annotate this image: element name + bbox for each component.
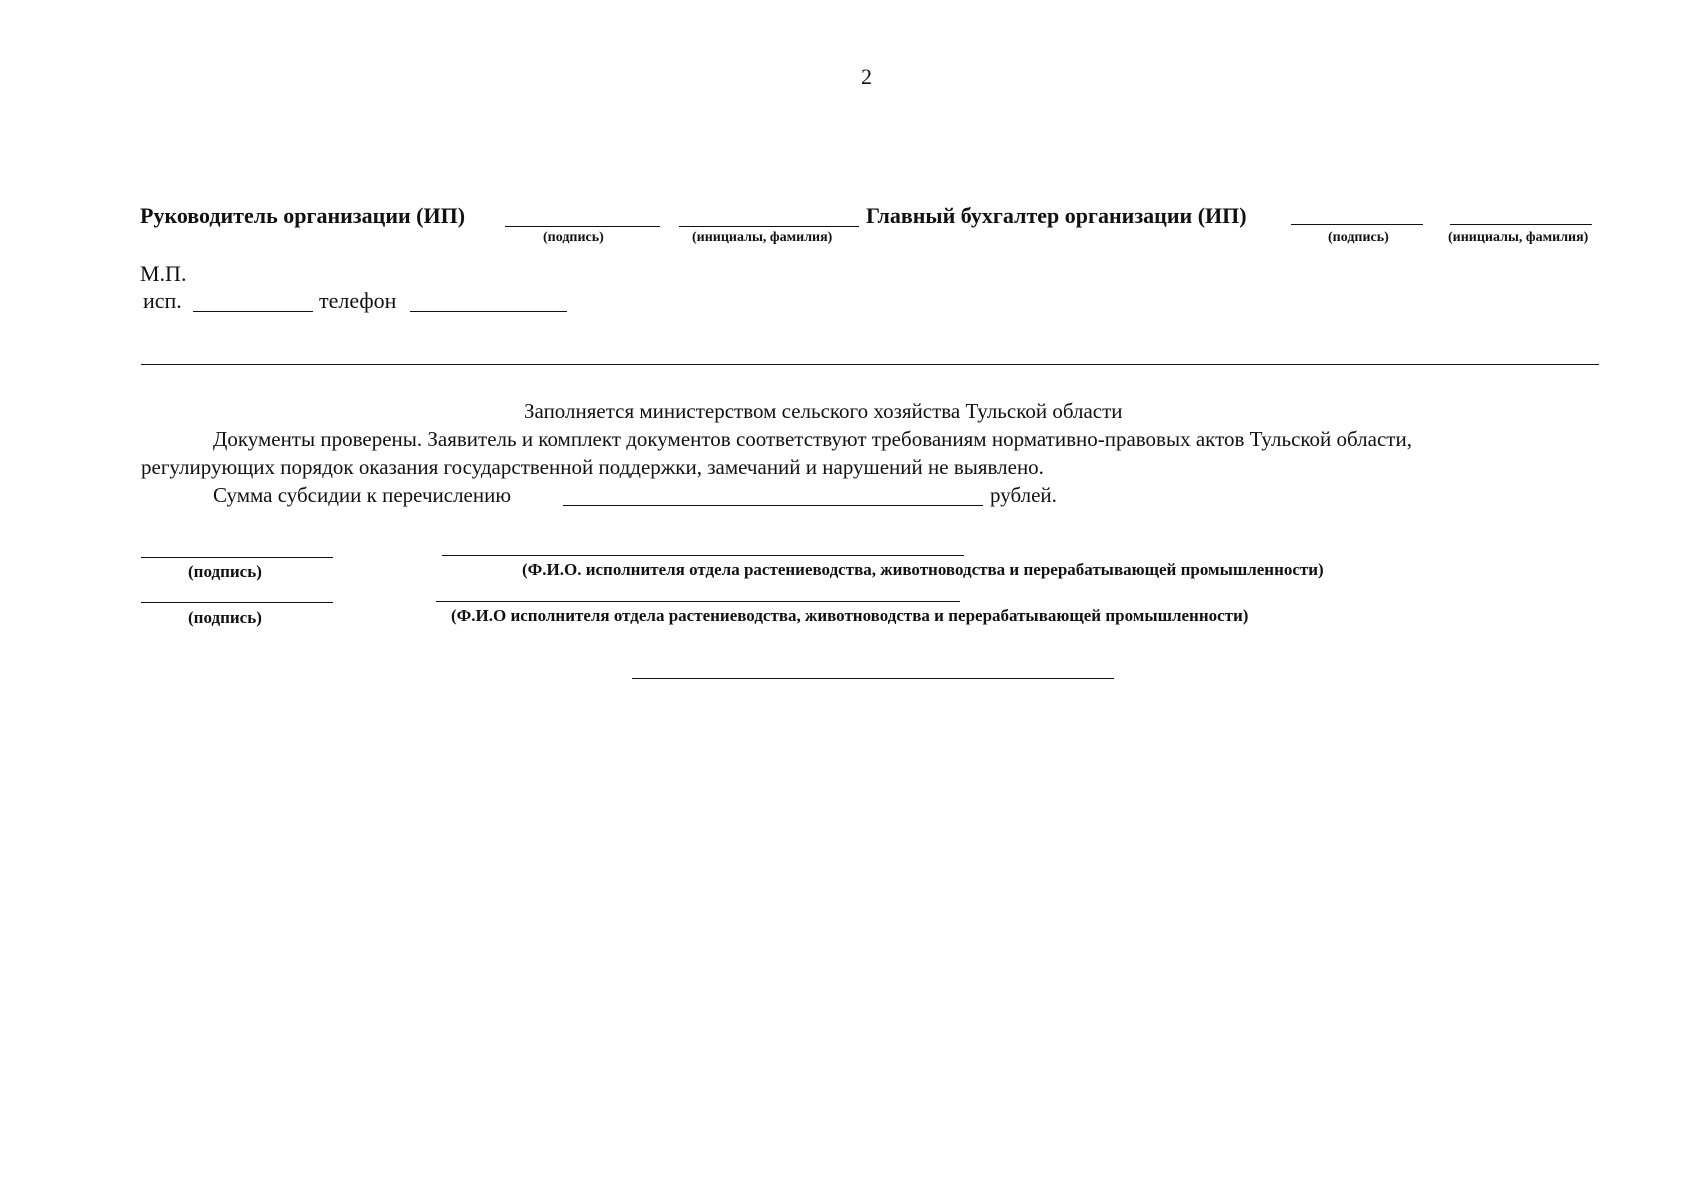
accountant-signature-line[interactable] — [1291, 224, 1423, 225]
ministry-paragraph-line2: регулирующих порядок оказания государственной поддержки, замечаний и нарушений не выявлено. — [141, 455, 1044, 479]
ministry-heading: Заполняется министерством сельского хозяйства Тульской области — [524, 399, 1123, 423]
stamp-mp: М.П. — [140, 261, 187, 286]
head-name-line[interactable] — [679, 226, 859, 227]
head-label: Руководитель организации (ИП) — [140, 203, 466, 228]
head-sign-caption: (подпись) — [543, 230, 604, 245]
accountant-label: Главный бухгалтер организации (ИП) — [866, 203, 1247, 228]
head-signature-line[interactable] — [505, 226, 660, 227]
page-number: 2 — [861, 64, 872, 89]
phone-label: телефон — [319, 288, 397, 313]
closing-line — [632, 678, 1114, 679]
subsidy-amount-line[interactable] — [563, 505, 983, 506]
subsidy-label: Сумма субсидии к перечислению — [213, 483, 512, 507]
executor2-sign-caption: (подпись) — [188, 608, 262, 627]
head-name-caption: (инициалы, фамилия) — [692, 230, 833, 245]
accountant-name-caption: (инициалы, фамилия) — [1448, 230, 1589, 245]
executor1-signature-line[interactable] — [141, 557, 333, 558]
phone-line[interactable] — [410, 311, 567, 312]
accountant-sign-caption: (подпись) — [1328, 230, 1389, 245]
executor1-name-line[interactable] — [442, 555, 964, 556]
executor1-sign-caption: (подпись) — [188, 562, 262, 581]
ministry-paragraph-line1: Документы проверены. Заявитель и комплект документов соответствуют требованиям нормативно-правовых актов Тульской области, — [213, 427, 1412, 451]
executor-label: исп. — [143, 288, 182, 313]
executor2-signature-line[interactable] — [141, 602, 333, 603]
section-divider — [141, 364, 1599, 365]
executor2-name-caption: (Ф.И.О исполнителя отдела растениеводства, животноводства и перерабатывающей промышленности) — [451, 606, 1249, 625]
subsidy-unit: рублей. — [990, 483, 1057, 507]
executor-line[interactable] — [193, 311, 313, 312]
executor2-name-line[interactable] — [436, 601, 960, 602]
accountant-name-line[interactable] — [1450, 224, 1592, 225]
executor1-name-caption: (Ф.И.О. исполнителя отдела растениеводства, животноводства и перерабатывающей промышленности) — [522, 560, 1324, 579]
